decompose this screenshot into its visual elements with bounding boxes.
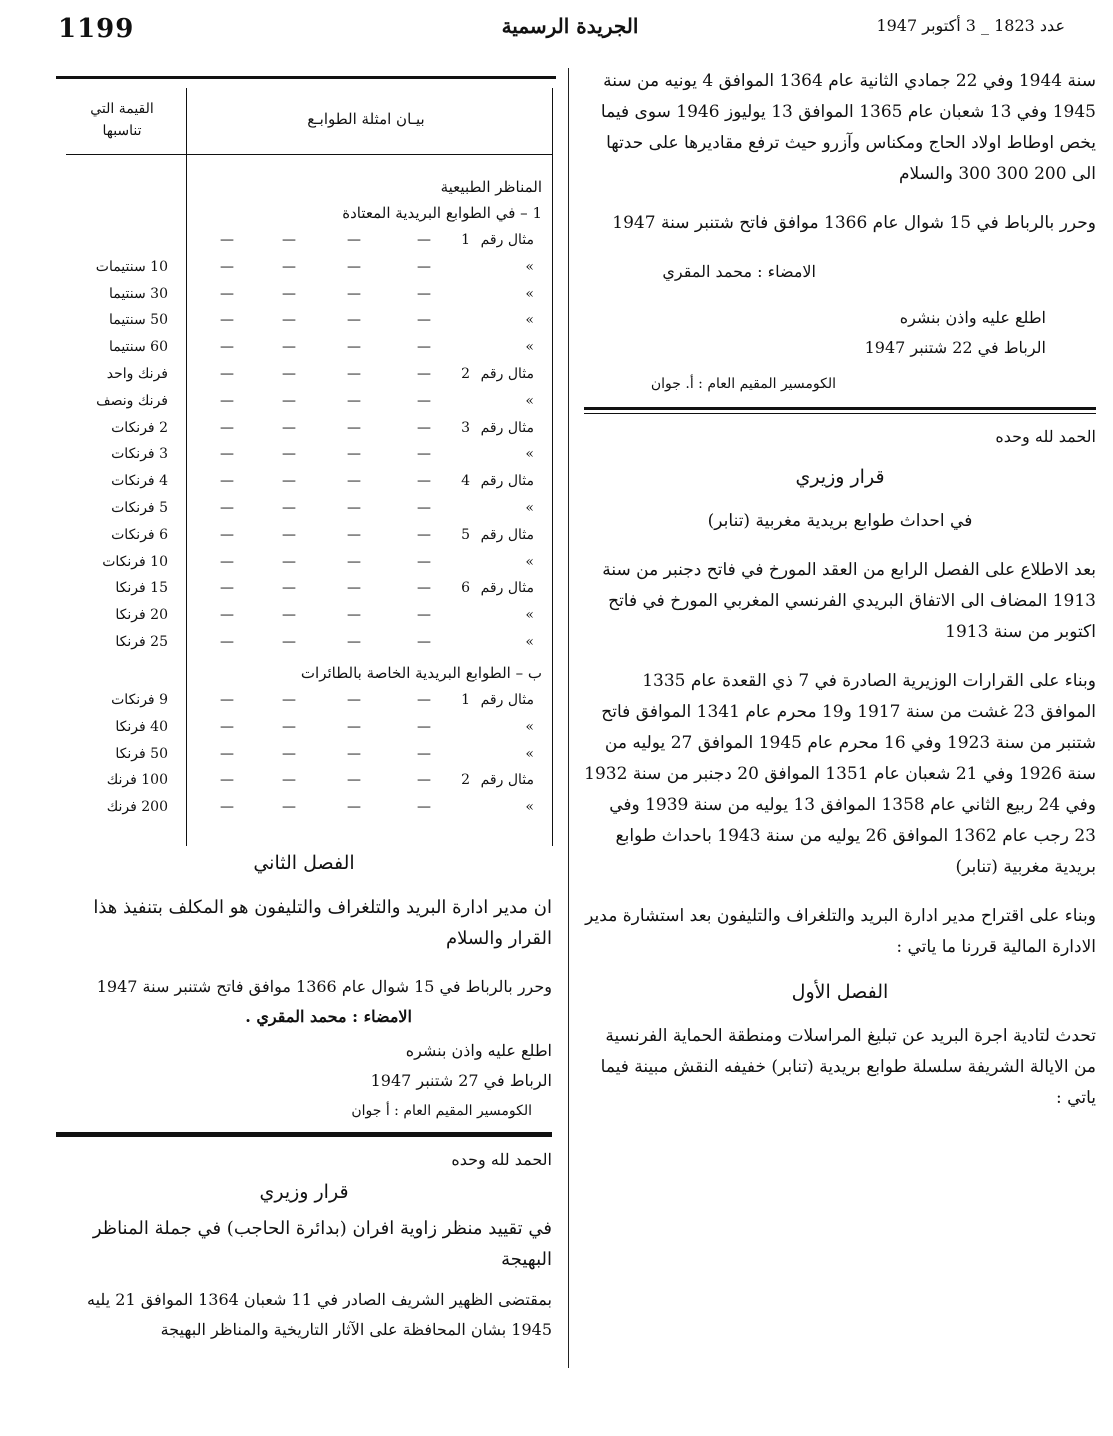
row-label: »: [525, 745, 534, 762]
place-date: الرباط في 22 شتنبر 1947: [864, 338, 1046, 357]
row-dash: —: [220, 634, 234, 650]
row-dash: —: [282, 312, 296, 329]
resident-general: الكومسير المقيم العام : أ. جوان: [650, 376, 836, 392]
row-label: مثال رقم: [480, 692, 534, 708]
row-dash: —: [417, 772, 431, 789]
row-dash: —: [282, 500, 296, 516]
row-dash: —: [282, 366, 296, 382]
row-dash: —: [417, 339, 431, 356]
row-dash: —: [282, 799, 296, 816]
row-dash: —: [282, 285, 296, 302]
row-label: مثال رقم: [480, 580, 534, 597]
row-dash: —: [417, 553, 431, 570]
preamble-paragraph-1: بعد الاطلاع على الفصل الرابع من العقد المورخ في فاتح دجنبر من سنة 1913 المضاف الى الاتفاق البريدي الفرنسي المغربي المورخ في فاتح اكتوبر من سنة 1913: [602, 560, 1096, 642]
table-header-value-line-1: القيمة التي: [90, 101, 154, 117]
row-dash: —: [220, 392, 234, 409]
table-row: [56, 312, 556, 338]
chapter-2-text: ان مدير ادارة البريد والتلغراف والتليفون هو المكلف بتنفيذ هذا القرار والسلام: [93, 897, 552, 949]
row-dash: —: [220, 312, 234, 329]
row-dash: —: [417, 232, 431, 248]
row-dash: —: [220, 339, 234, 356]
column-divider: [568, 68, 569, 1368]
row-dash: —: [417, 526, 431, 543]
row-dash: —: [347, 772, 361, 789]
row-dash: —: [417, 312, 431, 329]
row-number: 1: [461, 232, 470, 248]
table-row: [56, 799, 556, 825]
table-row: [56, 393, 556, 419]
chapter-1-text: تحدث لتادية اجرة البريد عن تبليغ المراسلات ومنطقة الحماية الفرنسية من الايالة الشريفة سلسلة طوابع بريدية (تنابر) خفيفه النقش مبينة فيما ياتي :: [600, 1026, 1096, 1108]
preamble-paragraph-2: وبناء على القرارات الوزيرية الصادرة في 7 ذي القعدة عام 1335 الموافق 23 غشت من سنة 1917 و19 محرم عام 1341 الموافق فاتح شتنبر من سنة 1923 وفي 16 محرم عام 1945 الموافق 27 يوليه من سنة 1926 وفي 21 شعبان عام 1351 الموافق 20 دجنبر من سنة 1932 وفي 24 ربيع الثاني عام 1358 الموافق 13 يوليه من سنة 1939 وفي 23 رجب عام 1362 الموافق 26 يوليه من سنة 1943 باحداث طوابع بريدية مغربية (تنابر): [584, 671, 1096, 877]
row-dash: —: [347, 392, 361, 409]
row-dash: —: [347, 419, 361, 436]
row-number: 2: [461, 366, 470, 382]
row-dash: —: [220, 607, 234, 624]
left-resident-general: الكومسير المقيم العام : أ جوان: [351, 1103, 532, 1119]
table-row: [56, 634, 556, 660]
decree-title: قرار وزيري: [795, 466, 885, 488]
row-dash: —: [347, 718, 361, 735]
row-dash: —: [282, 607, 296, 624]
row-value: 2 فرنكات: [111, 419, 168, 436]
row-label: »: [525, 285, 534, 302]
praise-line: الحمد لله وحده: [995, 427, 1096, 446]
row-value: 30 سنتيما: [108, 285, 168, 302]
row-dash: —: [417, 718, 431, 735]
row-dash: —: [347, 799, 361, 816]
row-dash: —: [282, 446, 296, 463]
row-dash: —: [220, 446, 234, 463]
table-row: [56, 259, 556, 285]
row-label: »: [525, 607, 534, 624]
left-place-date: الرباط في 27 شتنبر 1947: [370, 1071, 552, 1090]
row-value: 25 فرنكا: [115, 634, 168, 650]
row-label: »: [525, 258, 534, 275]
row-dash: —: [347, 446, 361, 463]
table-row: [56, 692, 556, 718]
row-label: مثال رقم: [480, 772, 534, 789]
table-row: [56, 746, 556, 772]
table-section-b: ب – الطوابع البريدية الخاصة بالطائرات: [300, 664, 542, 682]
left-closing-paragraph: بمقتضى الظهير الشريف الصادر في 11 شعبان 1364 الموافق 21 يليه 1945 بشان المحافظة على الآثار التاريخية والمناظر البهيجة: [87, 1290, 552, 1339]
row-dash: —: [220, 692, 234, 708]
left-lower-text: [56, 848, 552, 1363]
row-label: مثال رقم: [480, 366, 534, 382]
row-dash: —: [347, 473, 361, 490]
table-row: [56, 772, 556, 798]
page-number: 1199: [58, 14, 135, 44]
row-dash: —: [347, 312, 361, 329]
row-label: مثال رقم: [480, 473, 534, 490]
dated-line: وحرر بالرباط في 15 شوال عام 1366 موافق فاتح شتنبر سنة 1947: [612, 213, 1096, 233]
row-dash: —: [347, 232, 361, 248]
left-section-rule: [56, 1132, 552, 1137]
row-label: »: [525, 312, 534, 329]
left-publication-approval: اطلع عليه واذن بنشره: [405, 1041, 552, 1060]
row-dash: —: [220, 580, 234, 597]
row-dash: —: [282, 526, 296, 543]
row-number: 1: [461, 692, 470, 708]
table-row: [56, 580, 556, 606]
row-dash: —: [282, 232, 296, 248]
preamble-paragraph-3: وبناء على اقتراح مدير ادارة البريد والتلغراف والتليفون بعد استشارة مدير الادارة المالية قررنا ما ياتي :: [585, 906, 1096, 957]
row-value: 40 فرنكا: [115, 718, 168, 735]
row-dash: —: [220, 419, 234, 436]
row-dash: —: [282, 258, 296, 275]
row-number: 6: [461, 580, 470, 597]
chapter-2-title: الفصل الثاني: [253, 852, 355, 874]
row-value: 100 فرنك: [106, 772, 168, 789]
row-dash: —: [220, 553, 234, 570]
left-dated-line: وحرر بالرباط في 15 شوال عام 1366 موافق فاتح شتنبر سنة 1947: [96, 977, 552, 996]
row-number: 3: [461, 419, 470, 436]
row-value: 9 فرنكات: [111, 692, 168, 708]
table-row: [56, 286, 556, 312]
row-value: 4 فرنكات: [111, 473, 168, 490]
row-label: »: [525, 446, 534, 463]
row-label: مثال رقم: [480, 419, 534, 436]
row-dash: —: [220, 473, 234, 490]
row-dash: —: [220, 799, 234, 816]
row-value: فرنك واحد: [106, 366, 168, 382]
signature: الامضاء : محمد المقري: [662, 262, 816, 281]
decree-subject: في احداث طوابع بريدية مغربية (تنابر): [707, 511, 973, 531]
row-dash: —: [417, 580, 431, 597]
row-dash: —: [347, 580, 361, 597]
table-row: [56, 446, 556, 472]
row-value: 50 سنتيما: [108, 312, 168, 329]
issue-line: عدد 1823 _ 3 أكتوبر 1947: [876, 16, 1065, 35]
table-header-value: [62, 98, 182, 142]
row-dash: —: [347, 526, 361, 543]
table-section-title: المناظر الطبيعية: [440, 178, 542, 196]
row-number: 5: [461, 526, 470, 543]
row-dash: —: [417, 607, 431, 624]
row-value: 50 فرنكا: [115, 745, 168, 762]
row-label: مثال رقم: [480, 526, 534, 543]
row-dash: —: [347, 500, 361, 516]
row-dash: —: [220, 366, 234, 382]
table-row: [56, 527, 556, 553]
row-dash: —: [220, 718, 234, 735]
row-dash: —: [347, 258, 361, 275]
row-value: 10 سنتيمات: [95, 258, 168, 275]
row-dash: —: [282, 392, 296, 409]
section-rule: [584, 407, 1096, 414]
row-dash: —: [220, 526, 234, 543]
row-label: »: [525, 799, 534, 816]
table-header-value-line-2: تناسبها: [102, 123, 142, 139]
row-dash: —: [282, 745, 296, 762]
row-label: »: [525, 339, 534, 356]
row-value: 200 فرنك: [106, 799, 168, 816]
row-dash: —: [417, 799, 431, 816]
table-row: [56, 719, 556, 745]
row-value: 5 فرنكات: [111, 500, 168, 516]
row-dash: —: [282, 580, 296, 597]
table-row: [56, 232, 556, 258]
row-dash: —: [347, 745, 361, 762]
table-header-description: بيـان امثلة الطوابـع: [307, 110, 425, 128]
row-dash: —: [347, 366, 361, 382]
row-dash: —: [282, 692, 296, 708]
stamp-table: [56, 76, 564, 846]
row-dash: —: [282, 772, 296, 789]
intro-paragraph: سنة 1944 وفي 22 جمادي الثانية عام 1364 الموافق 4 يونيه من سنة 1945 وفي 13 شعبان عام 1365 الموافق 13 يوليوز 1946 سوى فيما يخص اوطاط اولاد الحاج ومكناس وآزرو حيث ترفع مقاديرها على حدتها الى 200 300 300 والسلام: [600, 71, 1096, 184]
row-dash: —: [220, 285, 234, 302]
row-number: 4: [461, 473, 470, 490]
row-label: »: [525, 718, 534, 735]
row-dash: —: [347, 634, 361, 650]
row-label: »: [525, 553, 534, 570]
publication-approval: اطلع عليه واذن بنشره: [899, 308, 1046, 327]
table-section-a: 1 – في الطوابع البريدية المعتادة: [342, 204, 542, 222]
row-dash: —: [220, 745, 234, 762]
row-label: »: [525, 500, 534, 516]
row-label: »: [525, 392, 534, 409]
row-dash: —: [282, 419, 296, 436]
row-dash: —: [417, 745, 431, 762]
row-dash: —: [220, 772, 234, 789]
row-number: 2: [461, 772, 470, 789]
row-dash: —: [417, 473, 431, 490]
row-value: 10 فرنكات: [102, 553, 168, 570]
left-signature: الامضاء : محمد المقري .: [245, 1007, 412, 1026]
row-value: 60 سنتيما: [108, 339, 168, 356]
row-dash: —: [282, 473, 296, 490]
left-decree-subject: في تقييد منظر زاوية افران (بدائرة الحاجب) في جملة المناظر البهيجة: [92, 1218, 552, 1270]
row-dash: —: [417, 392, 431, 409]
left-column: [56, 76, 564, 1386]
row-value: 15 فرنكا: [115, 580, 168, 597]
row-dash: —: [417, 419, 431, 436]
row-dash: —: [347, 553, 361, 570]
row-dash: —: [282, 339, 296, 356]
journal-title: الجريدة الرسمية: [501, 14, 639, 38]
row-dash: —: [417, 634, 431, 650]
left-praise-line: الحمد لله وحده: [451, 1150, 552, 1169]
table-top-rule: [56, 76, 556, 79]
row-dash: —: [347, 607, 361, 624]
table-row: [56, 339, 556, 365]
table-row: [56, 473, 556, 499]
left-decree-title: قرار وزيري: [259, 1181, 349, 1203]
right-column: [584, 66, 1096, 1366]
table-row: [56, 420, 556, 446]
row-dash: —: [417, 285, 431, 302]
row-dash: —: [220, 500, 234, 516]
row-dash: —: [417, 446, 431, 463]
row-value: فرنك ونصف: [96, 392, 168, 409]
table-header-rule: [66, 154, 552, 155]
row-dash: —: [282, 553, 296, 570]
row-dash: —: [347, 692, 361, 708]
row-dash: —: [282, 718, 296, 735]
table-row: [56, 500, 556, 526]
row-dash: —: [417, 692, 431, 708]
row-dash: —: [417, 258, 431, 275]
row-label: »: [525, 634, 534, 650]
row-dash: —: [417, 500, 431, 516]
row-dash: —: [347, 285, 361, 302]
table-row: [56, 554, 556, 580]
row-value: 3 فرنكات: [111, 446, 168, 463]
table-row: [56, 366, 556, 392]
row-dash: —: [220, 258, 234, 275]
row-value: 6 فرنكات: [111, 526, 168, 543]
row-value: 20 فرنكا: [115, 607, 168, 624]
row-label: مثال رقم: [480, 232, 534, 248]
row-dash: —: [220, 232, 234, 248]
table-row: [56, 607, 556, 633]
row-dash: —: [347, 339, 361, 356]
row-dash: —: [417, 366, 431, 382]
row-dash: —: [282, 634, 296, 650]
chapter-1-title: الفصل الأول: [791, 981, 889, 1003]
